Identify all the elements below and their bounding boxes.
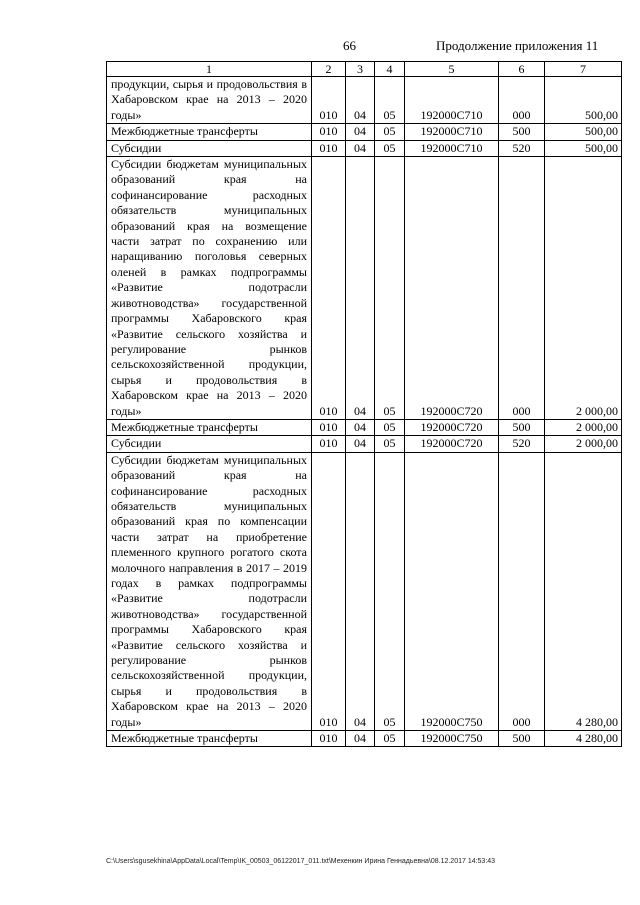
table-row <box>107 419 622 435</box>
row-code-3: 04 <box>346 452 375 730</box>
row-code-6: 520 <box>499 436 545 452</box>
row-code-3: 04 <box>346 124 375 140</box>
column-header: 3 <box>346 62 375 77</box>
row-code-4: 05 <box>375 140 405 156</box>
row-code-6: 500 <box>499 419 545 435</box>
row-code-4: 05 <box>375 436 405 452</box>
row-code-4: 05 <box>375 419 405 435</box>
row-amount: 4 280,00 <box>545 731 622 747</box>
row-code-3: 04 <box>346 77 375 124</box>
row-code-4: 05 <box>375 157 405 420</box>
row-code-2: 010 <box>312 157 346 420</box>
footer-file-path: C:\Users\sgusekhina\AppData\Local\Temp\IK_00503_06122017_011.txt\Мехенкин Ирина Геннадьевна\08.12.2017 14:53:43 <box>106 858 496 865</box>
column-header: 1 <box>107 62 312 77</box>
row-code-5: 192000С750 <box>405 731 499 747</box>
row-code-3: 04 <box>346 140 375 156</box>
row-name: Межбюджетные трансферты <box>107 124 312 140</box>
column-header: 2 <box>312 62 346 77</box>
page-number: 66 <box>343 38 356 53</box>
table-row <box>107 731 622 747</box>
row-amount: 2 000,00 <box>545 419 622 435</box>
row-code-4: 05 <box>375 124 405 140</box>
row-code-5: 192000С710 <box>405 77 499 124</box>
row-code-5: 192000С720 <box>405 157 499 420</box>
row-code-5: 192000С720 <box>405 436 499 452</box>
table-row <box>107 124 622 140</box>
column-header: 6 <box>499 62 545 77</box>
row-name: Субсидии <box>107 140 312 156</box>
row-amount: 2 000,00 <box>545 436 622 452</box>
table-row <box>107 157 622 420</box>
row-code-6: 000 <box>499 452 545 730</box>
row-code-2: 010 <box>312 419 346 435</box>
row-code-6: 500 <box>499 124 545 140</box>
row-code-2: 010 <box>312 452 346 730</box>
column-header: 7 <box>545 62 622 77</box>
row-code-5: 192000С710 <box>405 124 499 140</box>
row-amount: 4 280,00 <box>545 452 622 730</box>
budget-table <box>106 61 622 747</box>
table-row <box>107 452 622 730</box>
row-code-3: 04 <box>346 731 375 747</box>
table-row <box>107 77 622 124</box>
column-header: 4 <box>375 62 405 77</box>
row-code-4: 05 <box>375 731 405 747</box>
row-code-5: 192000С750 <box>405 452 499 730</box>
row-code-5: 192000С710 <box>405 140 499 156</box>
row-code-5: 192000С720 <box>405 419 499 435</box>
row-code-6: 000 <box>499 77 545 124</box>
row-amount: 500,00 <box>545 77 622 124</box>
column-number-header <box>107 62 622 77</box>
row-code-2: 010 <box>312 436 346 452</box>
row-code-2: 010 <box>312 77 346 124</box>
row-code-3: 04 <box>346 419 375 435</box>
row-name: Субсидии бюджетам муниципальных образований края на софинансирование расходных обязательств муниципальных образований края на возмещение части затрат по сохранению или наращиванию поголовья северных оленей в рамках подпрограммы «Развитие подотрасли животноводства» государственной программы Хабаровского края «Развитие сельского хозяйства и регулирование рынков сельскохозяйственной продукции, сырья и продовольствия в Хабаровском крае на 2013 – 2020 годы» <box>107 157 312 420</box>
row-code-3: 04 <box>346 157 375 420</box>
row-code-2: 010 <box>312 731 346 747</box>
table-row <box>107 140 622 156</box>
row-code-6: 520 <box>499 140 545 156</box>
row-name: Межбюджетные трансферты <box>107 419 312 435</box>
row-name: Субсидии <box>107 436 312 452</box>
row-code-3: 04 <box>346 436 375 452</box>
continuation-caption: Продолжение приложения 11 <box>436 38 599 53</box>
row-amount: 500,00 <box>545 124 622 140</box>
row-code-2: 010 <box>312 124 346 140</box>
table-row <box>107 436 622 452</box>
row-code-6: 000 <box>499 157 545 420</box>
row-name: Межбюджетные трансферты <box>107 731 312 747</box>
row-code-4: 05 <box>375 452 405 730</box>
row-amount: 2 000,00 <box>545 157 622 420</box>
row-name: Субсидии бюджетам муниципальных образований края на софинансирование расходных обязательств муниципальных образований края по компенсации части затрат на приобретение племенного крупного рогатого скота молочного направления в 2017 – 2019 годах в рамках подпрограммы «Развитие подотрасли животноводства» государственной программы Хабаровского края «Развитие сельского хозяйства и регулирование рынков сельскохозяйственной продукции, сырья и продовольствия в Хабаровском крае на 2013 – 2020 годы» <box>107 452 312 730</box>
column-header: 5 <box>405 62 499 77</box>
row-code-4: 05 <box>375 77 405 124</box>
row-amount: 500,00 <box>545 140 622 156</box>
row-name: продукции, сырья и продовольствия в Хабаровском крае на 2013 – 2020 годы» <box>107 77 312 124</box>
row-code-2: 010 <box>312 140 346 156</box>
row-code-6: 500 <box>499 731 545 747</box>
